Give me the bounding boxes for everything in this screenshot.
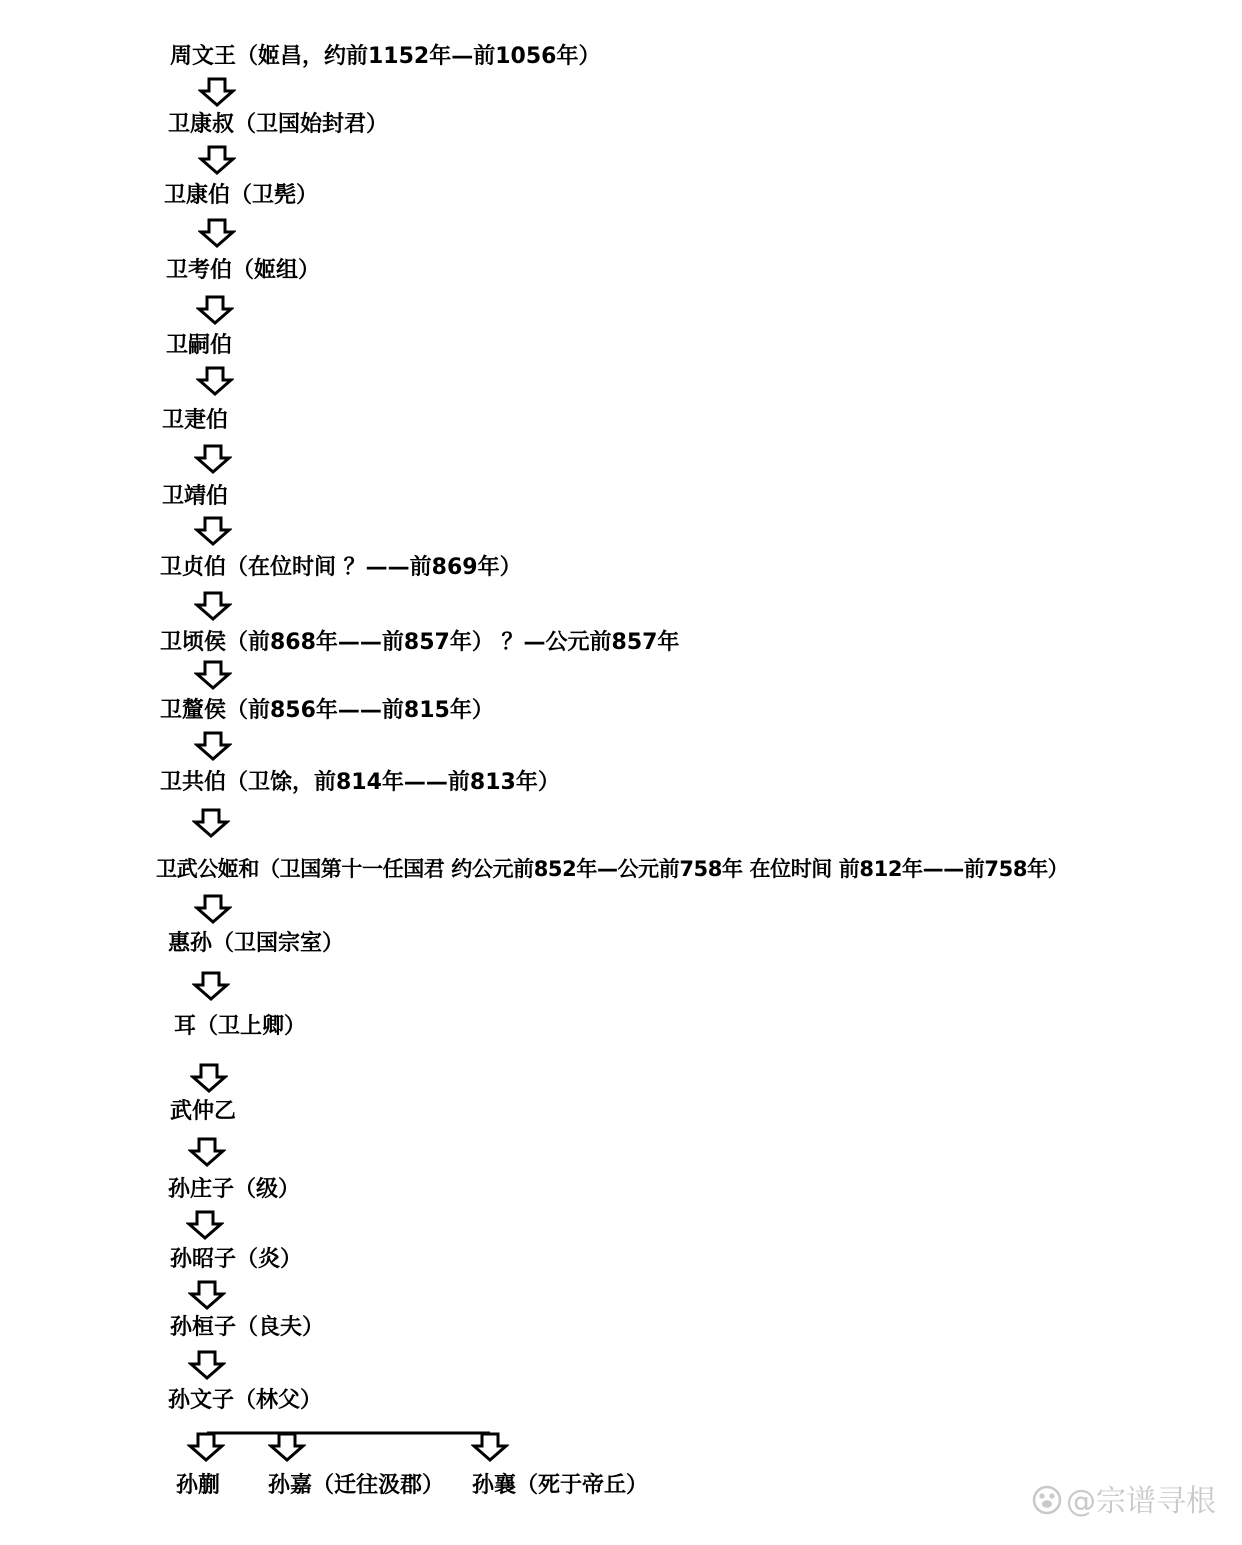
down-arrow-icon xyxy=(268,1432,306,1462)
lineage-node-3: 卫考伯（姬组） xyxy=(166,258,321,283)
down-arrow-icon xyxy=(188,1137,226,1167)
down-arrow-icon xyxy=(194,660,232,690)
lineage-node-4: 卫嗣伯 xyxy=(166,333,233,358)
watermark-text: @宗谱寻根 xyxy=(1066,1484,1216,1519)
lineage-node-14: 武仲乙 xyxy=(170,1099,237,1124)
lineage-node-10: 卫共伯（卫馀，前814年——前813年） xyxy=(160,770,560,795)
lineage-node-12: 惠孙（卫国宗室） xyxy=(168,931,345,956)
lineage-node-6: 卫靖伯 xyxy=(162,484,229,509)
down-arrow-icon xyxy=(196,295,234,325)
lineage-node-17: 孙桓子（良夫） xyxy=(170,1315,325,1340)
down-arrow-icon xyxy=(194,731,232,761)
lineage-node-11: 卫武公姬和（卫国第十一任国君 约公元前852年—公元前758年 在位时间 前812年——前758年） xyxy=(156,857,1069,881)
down-arrow-icon xyxy=(471,1432,509,1462)
down-arrow-icon xyxy=(187,1432,225,1462)
lineage-node-9: 卫釐侯（前856年——前815年） xyxy=(160,698,494,723)
down-arrow-icon xyxy=(198,218,236,248)
down-arrow-icon xyxy=(186,1210,224,1240)
down-arrow-icon xyxy=(194,591,232,621)
down-arrow-icon xyxy=(188,1280,226,1310)
down-arrow-icon xyxy=(192,808,230,838)
lineage-node-2: 卫康伯（卫髡） xyxy=(164,183,319,208)
lineage-node-13: 耳（卫上卿） xyxy=(174,1014,307,1039)
down-arrow-icon xyxy=(194,444,232,474)
down-arrow-icon xyxy=(198,145,236,175)
lineage-node-16: 孙昭子（炎） xyxy=(170,1247,303,1272)
down-arrow-icon xyxy=(192,971,230,1001)
down-arrow-icon xyxy=(196,366,234,396)
lineage-node-18: 孙文子（林父） xyxy=(168,1388,323,1413)
lineage-node-7: 卫贞伯（在位时间 ？——前869年） xyxy=(160,555,522,580)
down-arrow-icon xyxy=(190,1063,228,1093)
down-arrow-icon xyxy=(194,894,232,924)
lineage-node-8: 卫顷侯（前868年——前857年） ？—公元前857年 xyxy=(160,630,680,655)
lineage-node-5: 卫疌伯 xyxy=(162,408,229,433)
child-node-2: 孙襄（死于帝丘） xyxy=(472,1473,649,1498)
down-arrow-icon xyxy=(188,1350,226,1380)
lineage-node-0: 周文王（姬昌，约前1152年—前1056年） xyxy=(170,44,601,69)
down-arrow-icon xyxy=(198,77,236,107)
down-arrow-icon xyxy=(194,516,232,546)
paw-logo-icon xyxy=(1032,1485,1062,1515)
watermark xyxy=(1032,1484,1216,1520)
lineage-node-1: 卫康叔（卫国始封君） xyxy=(168,112,389,137)
lineage-node-15: 孙庄子（级） xyxy=(168,1177,301,1202)
child-node-1: 孙嘉（迁往汲郡） xyxy=(268,1473,445,1498)
child-node-0: 孙蒯 xyxy=(176,1473,221,1498)
